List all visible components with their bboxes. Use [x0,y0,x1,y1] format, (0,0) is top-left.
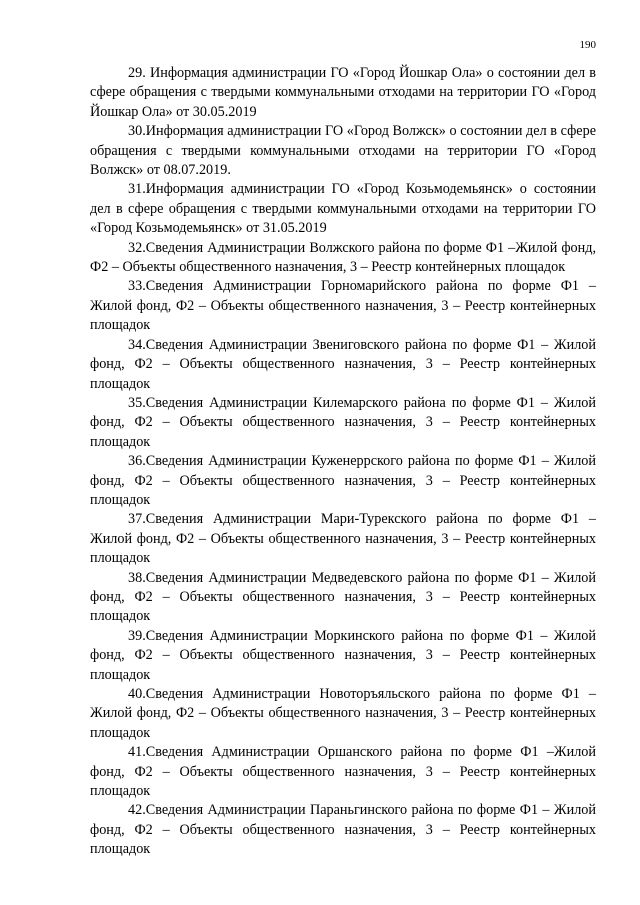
list-item-31: 31.Информация администрации ГО «Город Козьмодемьянск» о состоянии дел в сфере обращения с твердыми коммунальными отходами на территории ГО «Город Козьмодемьянск» от 31.05.2019 [90,181,596,237]
list-item-34: 34.Сведения Администрации Звениговского района по форме Ф1 – Жилой фонд, Ф2 – Объекты общественного назначения, 3 – Реестр контейнерных площадок [90,336,596,392]
entry-list [90,64,596,860]
list-item-33: 33.Сведения Администрации Горномарийского района по форме Ф1 – Жилой фонд, Ф2 – Объекты общественного назначения, 3 – Реестр контейнерных площадок [90,278,596,334]
list-item-42: 42.Сведения Администрации Параньгинского района по форме Ф1 – Жилой фонд, Ф2 – Объекты общественного назначения, 3 – Реестр контейнерных площадок [90,802,596,858]
list-item-40: 40.Сведения Администрации Новоторъяльского района по форме Ф1 – Жилой фонд, Ф2 – Объекты общественного назначения, 3 – Реестр контейнерных площадок [90,686,596,741]
list-item-36: 36.Сведения Администрации Куженеррского района по форме Ф1 – Жилой фонд, Ф2 – Объекты общественного назначения, 3 – Реестр контейнерных площадок [90,453,596,508]
list-item-32: 32.Сведения Администрации Волжского района по форме Ф1 –Жилой фонд, Ф2 – Объекты общественного назначения, 3 – Реестр контейнерных площадок [90,239,596,276]
list-item-35: 35.Сведения Администрации Килемарского района по форме Ф1 – Жилой фонд, Ф2 – Объекты общественного назначения, 3 – Реестр контейнерных площадок [90,394,596,450]
list-item-29: 29. Информация администрации ГО «Город Йошкар Ола» о состоянии дел в сфере обращения с твердыми коммунальными отходами на территории ГО «Город Йошкар Ола» от 30.05.2019 [90,65,596,120]
list-item-41: 41.Сведения Администрации Оршанского района по форме Ф1 –Жилой фонд, Ф2 – Объекты общественного назначения, 3 – Реестр контейнерных площадок [90,744,596,800]
list-item-38: 38.Сведения Администрации Медведевского района по форме Ф1 – Жилой фонд, Ф2 – Объекты общественного назначения, 3 – Реестр контейнерных площадок [90,569,596,625]
list-item-30: 30.Информация администрации ГО «Город Волжск» о состоянии дел в сфере обращения с твердыми коммунальными отходами на территории ГО «Город Волжск» от 08.07.2019. [90,123,596,179]
list-item-39: 39.Сведения Администрации Моркинского района по форме Ф1 – Жилой фонд, Ф2 – Объекты общественного назначения, 3 – Реестр контейнерных площадок [90,627,596,683]
page-number: 190 [579,39,596,51]
list-item-37: 37.Сведения Администрации Мари-Турекского района по форме Ф1 – Жилой фонд, Ф2 – Объекты общественного назначения, 3 – Реестр контейнерных площадок [90,511,596,567]
